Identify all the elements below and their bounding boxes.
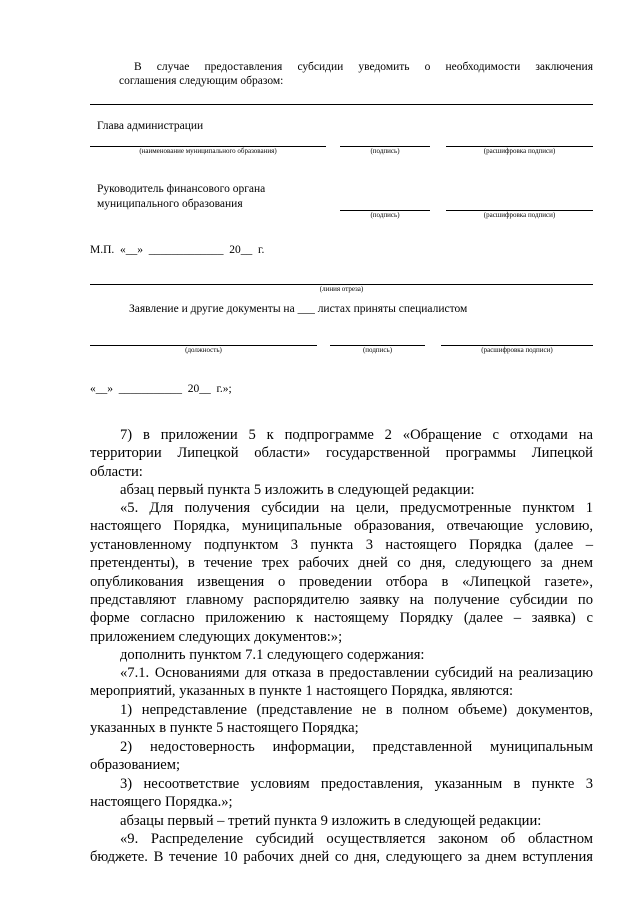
paragraph-add-7-1: дополнить пунктом 7.1 следующего содержания:	[120, 647, 425, 663]
caption-municipality: (наименование муниципального образования)	[139, 147, 277, 155]
fin-head-label-1: Руководитель финансового органа	[97, 183, 266, 195]
paragraph-point-5: «5. Для получения субсидии на цели, предусмотренные пунктом 1 настоящего Порядка, муниципальные образования, отвечающие условию, установленному подпунктом 3 пункта 3 настоящего Порядка (далее – претенденты), в течение трех рабочих дней со дня, следующего за днем опубликования извещения о проведении отбора в «Липецкой газете», представляют главному распорядителю заявку на получение субсидии по форме согласно приложению к настоящему Порядку (далее – заявка) с приложением следующих документов:»;	[90, 500, 593, 645]
fin-head-label-2: муниципального образования	[97, 198, 243, 210]
paragraph-abzac-5: абзац первый пункта 5 изложить в следующей редакции:	[120, 482, 475, 498]
received-label: Заявление и другие документы на ___ листах приняты специалистом	[129, 303, 468, 315]
notice-line-2: соглашения следующим образом:	[119, 75, 284, 87]
caption-decoding-1: (расшифровка подписи)	[483, 147, 556, 155]
notice-fill-line	[90, 104, 593, 105]
caption-decoding-3: (расшифровка подписи)	[481, 346, 553, 354]
paragraph-item-7: 7) в приложении 5 к подпрограмме 2 «Обращение с отходами на территории Липецкой области» государственной программы Липецкой области:	[90, 427, 593, 480]
caption-position: (должность)	[185, 346, 222, 354]
caption-signature-1: (подпись)	[370, 147, 400, 155]
paragraph-ground-2: 2) недостоверность информации, представленной муниципальным образованием;	[90, 739, 593, 774]
stamp-date-line: М.П. «__» _____________ 20__ г.	[90, 244, 265, 256]
paragraph-point-7-1: «7.1. Основаниями для отказа в предоставлении субсидий на реализацию мероприятий, указанных в пункте 1 настоящего Порядка, являются:	[90, 665, 593, 700]
date-bottom-line: «__» ___________ 20__ г.»;	[90, 383, 232, 395]
caption-signature-2: (подпись)	[370, 211, 400, 219]
paragraph-ground-1: 1) непредставление (представление не в полном объеме) документов, указанных в пункте 5 настоящего Порядка;	[90, 702, 593, 737]
notice-line-1: В случае предоставления субсидии уведомить о необходимости заключения	[134, 61, 593, 73]
caption-signature-3: (подпись)	[362, 346, 393, 354]
head-admin-label: Глава администрации	[97, 120, 204, 132]
paragraph-ground-3: 3) несоответствие условиям предоставления, указанным в пункте 3 настоящего Порядка.»;	[90, 776, 593, 811]
paragraph-abzacy-9: абзацы первый – третий пункта 9 изложить в следующей редакции:	[120, 813, 542, 829]
paragraph-point-9: «9. Распределение субсидий осуществляется законом об областном бюджете. В течение 10 рабочих дней со дня, следующего за днем вступления	[90, 831, 593, 866]
caption-decoding-2: (расшифровка подписи)	[483, 211, 556, 219]
caption-cut-line: (линия отреза)	[319, 285, 364, 293]
